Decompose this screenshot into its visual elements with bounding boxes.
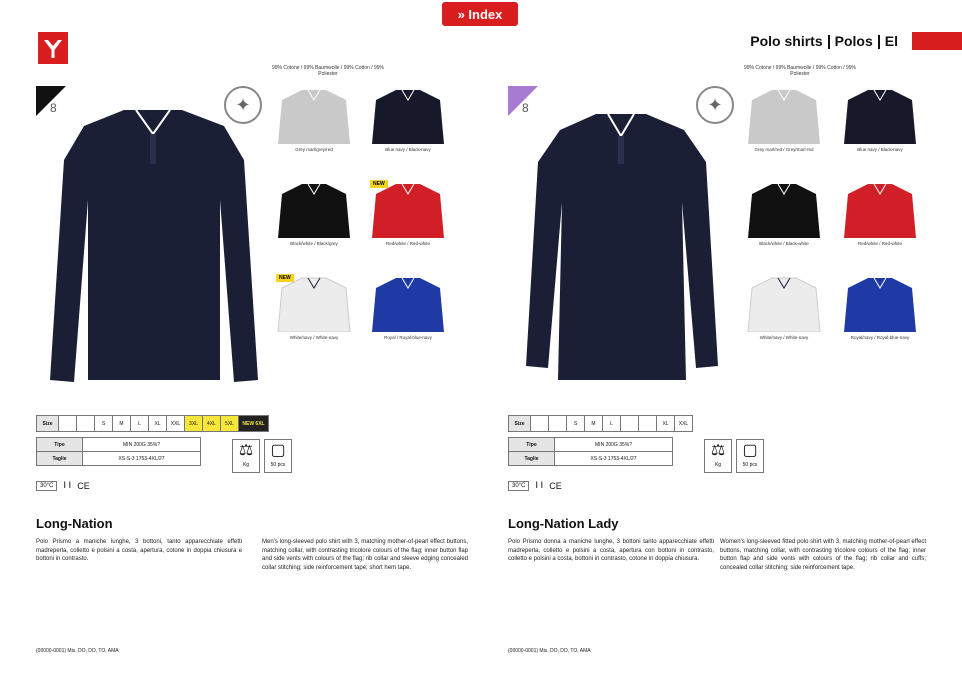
size-cell <box>59 416 77 432</box>
shirt-swatch-icon <box>842 180 918 238</box>
size-cell: Size <box>509 416 531 432</box>
title-separator <box>828 35 830 49</box>
spec-table <box>36 437 201 466</box>
size-cell <box>531 416 549 432</box>
svg-text:8: 8 <box>522 101 529 115</box>
size-cell <box>639 416 657 432</box>
shirt-swatch-icon <box>842 86 918 144</box>
composition-note: 99% Cotone / 99% Baumwolle / 99% Cotton / 99% Poliester <box>271 65 384 77</box>
swatch-caption: Grey marl/red / Grey/marl-red <box>754 147 814 152</box>
color-swatch[interactable] <box>746 180 822 246</box>
pack-unit: Kg <box>242 462 250 468</box>
spec-value: XS-S-3 1753-4XL/27 <box>83 452 201 466</box>
composition-note: 99% Cotone / 99% Baumwolle / 99% Cotton / 99% Poliester <box>743 65 856 77</box>
shirt-swatch-icon <box>276 180 352 238</box>
weight-pack-icon: ⚖ Kg <box>704 439 732 473</box>
spec-key: Taglie <box>509 452 555 466</box>
swatch-caption: Red/white / Red-white <box>385 241 431 246</box>
size-cell: Size <box>37 416 59 432</box>
product-description-it: Polo Prismo a maniche lunghe, 3 bottoni, tanto apparecchiate effetti madreperla, colletto e polsini a costa, apertura, cotone in doppia chiusura e bottoni in contrasto. <box>36 539 242 563</box>
ce-mark-icon: CE <box>77 481 90 491</box>
size-cell: 4XL <box>203 416 221 432</box>
color-swatch[interactable] <box>746 86 822 152</box>
size-cell: XXL <box>167 416 185 432</box>
color-swatch[interactable] <box>842 180 918 246</box>
swatch-caption: Blue navy / Black-navy <box>857 147 903 152</box>
product-page-long-nation-lady <box>508 60 948 670</box>
size-cell <box>77 416 95 432</box>
size-cell: M <box>113 416 131 432</box>
shirt-swatch-icon <box>276 274 352 332</box>
care-symbols <box>508 480 562 491</box>
iron-icon: Ⅰ Ⅰ <box>535 480 544 490</box>
size-cell <box>621 416 639 432</box>
main-product-image <box>512 90 730 390</box>
swatch-caption: Black/white / Black/grey <box>290 241 338 246</box>
box-pack-icon: ▢ 50 pcs <box>736 439 764 473</box>
pack-count: 50 pcs <box>270 462 286 468</box>
swatch-caption: Grey marl/grey/red <box>295 147 333 152</box>
size-table <box>36 415 269 432</box>
pack-count: 50 pcs <box>742 462 758 468</box>
size-cell: 3XL <box>185 416 203 432</box>
spec-value: MIN 200G 35%? <box>83 438 201 452</box>
product-page-long-nation <box>36 60 476 670</box>
section-title <box>750 33 898 49</box>
shirt-swatch-icon <box>276 86 352 144</box>
size-cell: XXL <box>675 416 693 432</box>
section-tab[interactable] <box>912 32 962 50</box>
pack-unit: Kg <box>714 462 722 468</box>
size-table <box>508 415 693 432</box>
size-cell <box>549 416 567 432</box>
swatch-caption: White/navy / White-navy <box>759 335 809 340</box>
spec-table <box>508 437 673 466</box>
size-cell: M <box>585 416 603 432</box>
size-cell: S <box>95 416 113 432</box>
section-title-lang: El <box>884 33 898 49</box>
spec-key: Tipo <box>37 438 83 452</box>
size-cell: S <box>567 416 585 432</box>
iron-icon: Ⅰ Ⅰ <box>63 480 72 490</box>
color-swatch[interactable] <box>842 86 918 152</box>
product-description-en: Women's long-sleeved fitted polo shirt with 3, matching mother-of-pearl effect buttons, matching collar, with contrasting tricolore colours of the flag; inner button flap and side vents with colours of the flag; rib collar and cuffs; concealed collar stitching; side reinforcement tape. <box>720 539 926 571</box>
product-description-en: Men's long-sleeved polo shirt with 3, matching mother-of-pearl effect buttons, matching collar, with contrasting tricolore colours of the flag; inner button flap and side vents with colours of the flag; rib collar and sleeve edging concealed collar stitching; side reinforcement tape; short hem tape. <box>262 539 468 571</box>
color-swatch[interactable] <box>276 180 352 246</box>
ce-mark-icon: CE <box>549 481 562 491</box>
section-title-en: Polo shirts <box>750 33 823 49</box>
shirt-swatch-icon <box>370 274 446 332</box>
svg-text:8: 8 <box>50 101 57 115</box>
color-swatch[interactable] <box>842 274 918 340</box>
main-product-image <box>44 90 262 390</box>
certification-icon: ✦ <box>224 86 262 124</box>
color-swatch[interactable] <box>370 274 446 340</box>
weight-pack-icon: ⚖ Kg <box>232 439 260 473</box>
swatch-caption: Black/white / Black-white <box>759 241 809 246</box>
shirt-swatch-icon <box>842 274 918 332</box>
swatch-caption: Red/white / Red-white <box>857 241 903 246</box>
spec-value: XS-S-3 1753-4XL/27 <box>555 452 673 466</box>
care-symbols <box>36 480 90 491</box>
color-swatch[interactable] <box>370 180 446 246</box>
color-swatch[interactable] <box>746 274 822 340</box>
spec-key: Taglie <box>37 452 83 466</box>
size-cell: XL <box>149 416 167 432</box>
product-code: (00000-0001) Mis. DO, DO, TO, AMA <box>36 648 119 654</box>
size-cell: L <box>131 416 149 432</box>
color-swatch[interactable] <box>370 86 446 152</box>
shirt-swatch-icon <box>370 86 446 144</box>
wash-icon: 30°C <box>36 481 57 491</box>
size-cell: XL <box>657 416 675 432</box>
wash-icon: 30°C <box>508 481 529 491</box>
shirt-swatch-icon <box>746 180 822 238</box>
swatch-caption: White/navy / White-navy <box>289 335 339 340</box>
product-title: Long-Nation Lady <box>508 516 619 531</box>
product-description-it: Polo Prismo donna a maniche lunghe, 3 bottoni tanto apparecchiate effetti madreperla, colletto e polsini a costa, apertura con bottoni in contrasto, colletto e polsini a costa, bottoni in contrasto, cotone in doppia chiusura. <box>508 539 714 563</box>
new-badge: NEW <box>370 180 388 188</box>
size-cell-new: NEW 6XL <box>239 416 269 432</box>
color-swatch[interactable] <box>276 86 352 152</box>
swatch-caption: Royal/navy / Royal-blue-navy <box>850 335 910 340</box>
spec-key: Tipo <box>509 438 555 452</box>
spec-value: MIN 200G 35%? <box>555 438 673 452</box>
section-title-es: Polos <box>834 33 873 49</box>
shirt-swatch-icon <box>746 86 822 144</box>
swatch-caption: Blue navy / Black-navy <box>385 147 431 152</box>
swatch-caption: Royal / Royal-blue-navy <box>384 335 432 340</box>
size-cell: 5XL <box>221 416 239 432</box>
color-swatch[interactable] <box>276 274 352 340</box>
product-title: Long-Nation <box>36 516 113 531</box>
shirt-swatch-icon <box>746 274 822 332</box>
certification-icon: ✦ <box>696 86 734 124</box>
new-badge: NEW <box>276 274 294 282</box>
index-button[interactable]: » Index <box>442 2 518 26</box>
shirt-swatch-icon <box>370 180 446 238</box>
product-code: (00000-0001) Mis. DO, DO, TO, AMA <box>508 648 591 654</box>
box-pack-icon: ▢ 50 pcs <box>264 439 292 473</box>
title-separator <box>878 35 880 49</box>
size-cell: L <box>603 416 621 432</box>
